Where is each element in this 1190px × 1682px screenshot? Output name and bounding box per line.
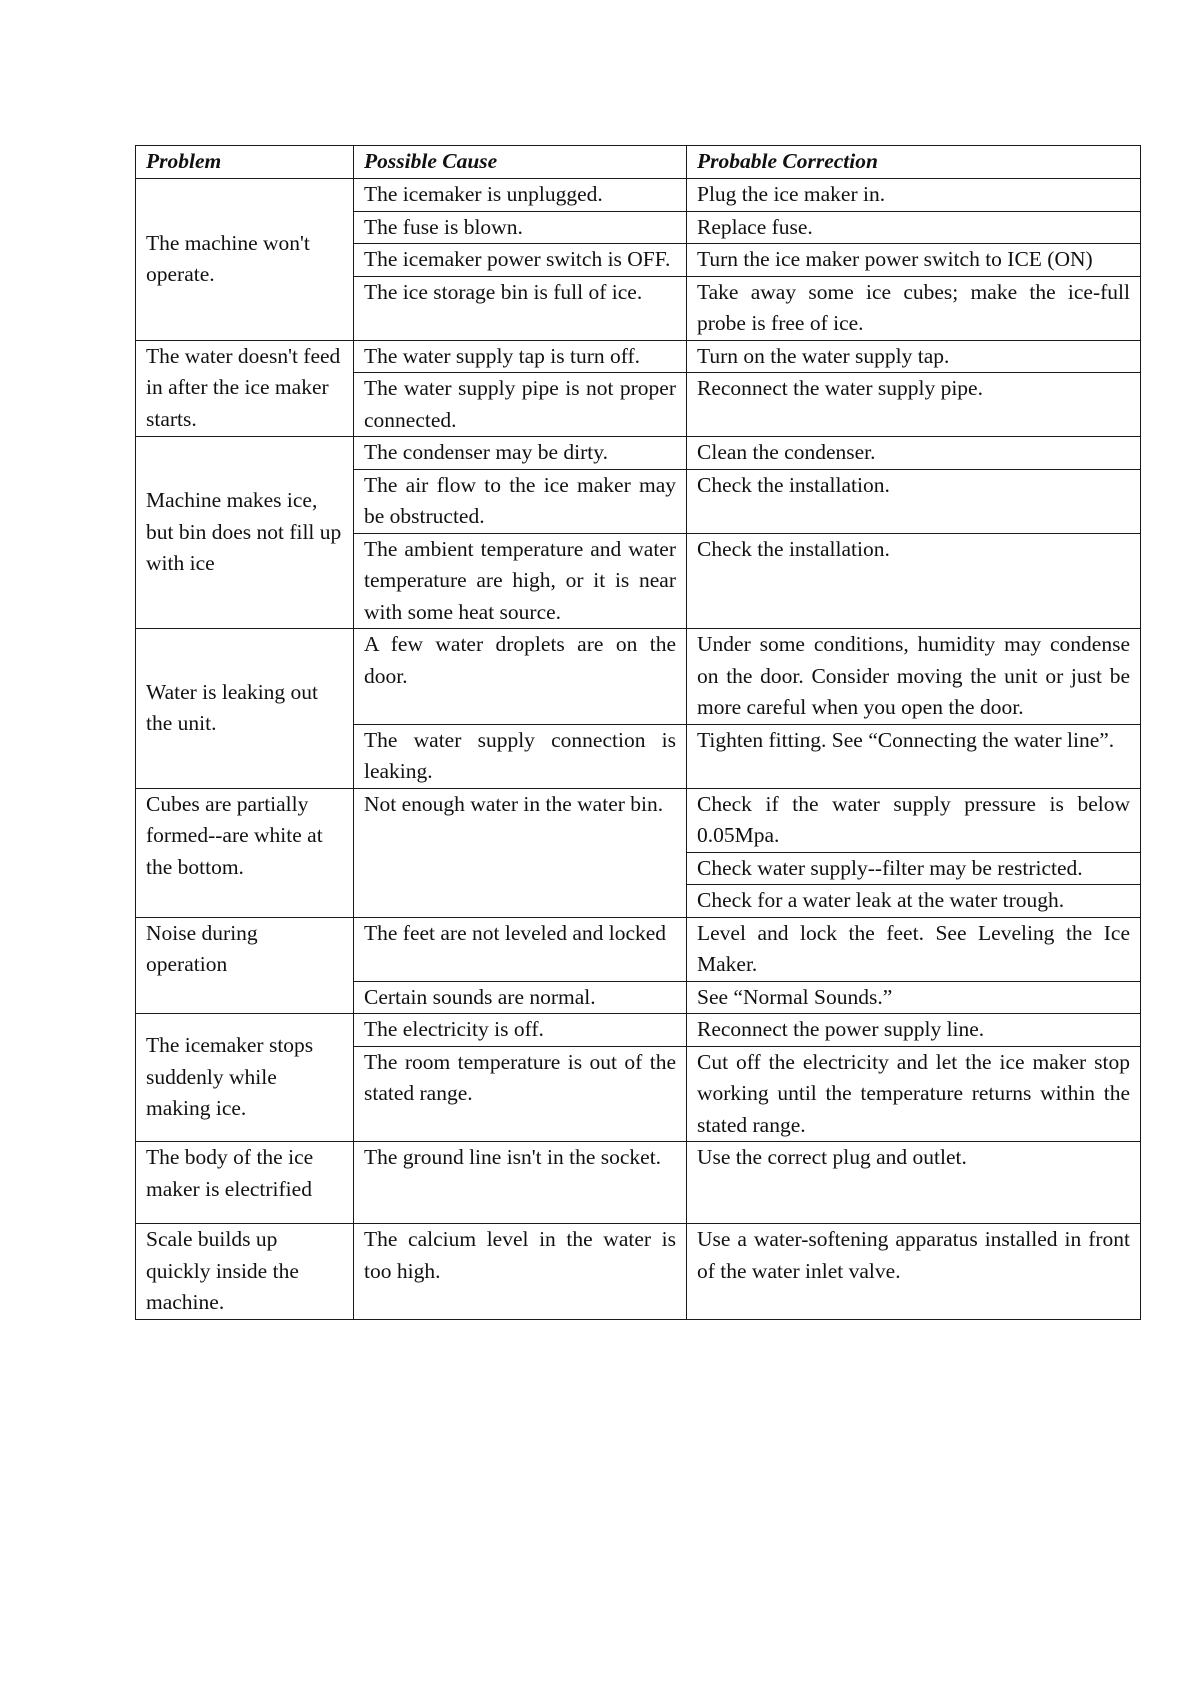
correction-cell: Check the installation. [687,533,1141,629]
problem-cell: Machine makes ice, but bin does not fill up with ice [136,437,354,629]
correction-cell: Replace fuse. [687,211,1141,244]
cause-cell: The fuse is blown. [354,211,687,244]
table-row [136,1142,1141,1224]
cause-cell: The icemaker is unplugged. [354,179,687,212]
correction-cell: Check for a water leak at the water trough. [687,885,1141,918]
problem-cell: Noise during operation [136,917,354,1014]
cause-cell: The feet are not leveled and locked [354,917,687,981]
correction-cell: Clean the condenser. [687,437,1141,470]
cause-cell: The ice storage bin is full of ice. [354,276,687,340]
table-row [136,917,1141,981]
table-row [136,629,1141,725]
cause-cell: The ground line isn't in the socket. [354,1142,687,1224]
problem-cell: Cubes are partially formed--are white at the bottom. [136,788,354,917]
correction-cell: Check if the water supply pressure is below 0.05Mpa. [687,788,1141,852]
correction-cell: Reconnect the power supply line. [687,1014,1141,1047]
correction-cell: Check the installation. [687,469,1141,533]
correction-cell: Reconnect the water supply pipe. [687,373,1141,437]
table-row [136,1224,1141,1320]
table-row [136,179,1141,212]
cause-cell: Not enough water in the water bin. [354,788,687,917]
correction-cell: See “Normal Sounds.” [687,981,1141,1014]
cause-cell: The ambient temperature and water temperature are high, or it is near with some heat source. [354,533,687,629]
correction-cell: Turn the ice maker power switch to ICE (ON) [687,244,1141,277]
cause-cell: The water supply connection is leaking. [354,724,687,788]
correction-cell: Use the correct plug and outlet. [687,1142,1141,1224]
correction-cell: Level and lock the feet. See Leveling the Ice Maker. [687,917,1141,981]
header-problem: Problem [136,146,354,179]
problem-cell: The machine won't operate. [136,179,354,341]
problem-cell: The water doesn't feed in after the ice maker starts. [136,340,354,437]
table-header-row [136,146,1141,179]
correction-cell: Use a water-softening apparatus installed in front of the water inlet valve. [687,1224,1141,1320]
header-possible-cause: Possible Cause [354,146,687,179]
cause-cell: The room temperature is out of the stated range. [354,1046,687,1142]
cause-cell: The condenser may be dirty. [354,437,687,470]
correction-cell: Cut off the electricity and let the ice maker stop working until the temperature returns within the stated range. [687,1046,1141,1142]
correction-cell: Turn on the water supply tap. [687,340,1141,373]
correction-cell: Plug the ice maker in. [687,179,1141,212]
correction-cell: Take away some ice cubes; make the ice-full probe is free of ice. [687,276,1141,340]
cause-cell: The icemaker power switch is OFF. [354,244,687,277]
troubleshooting-table [135,145,1141,1320]
cause-cell: The water supply tap is turn off. [354,340,687,373]
header-probable-correction: Probable Correction [687,146,1141,179]
cause-cell: Certain sounds are normal. [354,981,687,1014]
table-row [136,788,1141,852]
problem-cell: Scale builds up quickly inside the machine. [136,1224,354,1320]
table-row [136,437,1141,470]
problem-cell: The icemaker stops suddenly while making ice. [136,1014,354,1142]
table-row [136,340,1141,373]
problem-cell: Water is leaking out the unit. [136,629,354,789]
cause-cell: The calcium level in the water is too high. [354,1224,687,1320]
table-row [136,1014,1141,1047]
correction-cell: Under some conditions, humidity may condense on the door. Consider moving the unit or just be more careful when you open the door. [687,629,1141,725]
problem-cell: The body of the ice maker is electrified [136,1142,354,1224]
cause-cell: The electricity is off. [354,1014,687,1047]
cause-cell: The air flow to the ice maker may be obstructed. [354,469,687,533]
correction-cell: Tighten fitting. See “Connecting the water line”. [687,724,1141,788]
cause-cell: The water supply pipe is not proper connected. [354,373,687,437]
cause-cell: A few water droplets are on the door. [354,629,687,725]
correction-cell: Check water supply--filter may be restricted. [687,852,1141,885]
